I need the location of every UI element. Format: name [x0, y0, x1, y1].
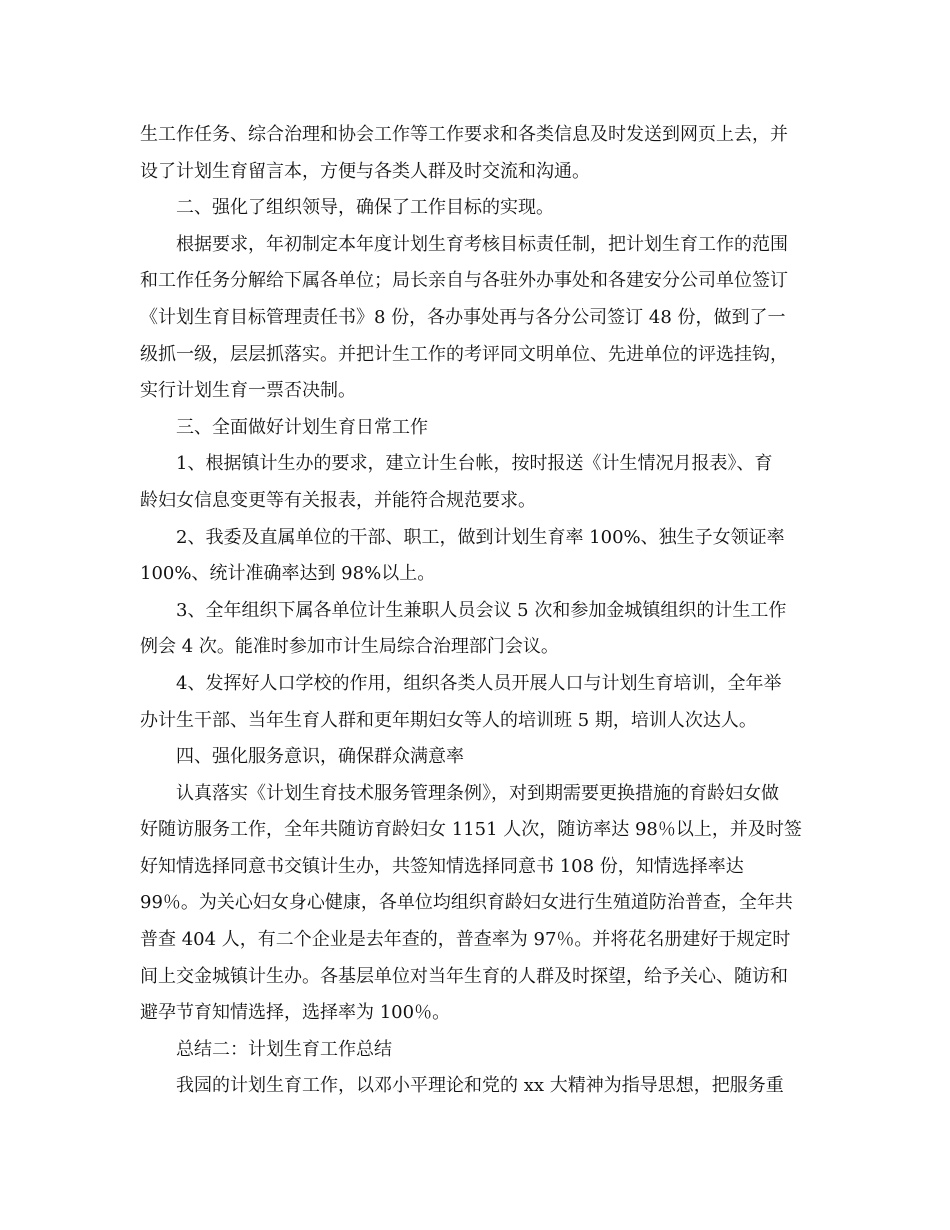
text-line: 例会 4 次。能准时参加市计生局综合治理部门会议。	[140, 636, 559, 658]
text-line: 生工作任务、综合治理和协会工作等工作要求和各类信息及时发送到网页上去，并	[140, 124, 788, 145]
text-line: 1、根据镇计生办的要求，建立计生台帐，按时报送《计生情况月报表》、育	[176, 453, 773, 475]
text-line: 级抓一级，层层抓落实。并把计生工作的考评同文明单位、先进单位的评选挂钩，	[140, 343, 788, 365]
text-line: 100%、统计准确率达到 98%以上。	[140, 563, 436, 585]
text-line: 实行计划生育一票否决制。	[140, 380, 356, 402]
text-line: 2、我委及直属单位的干部、职工，做到计划生育率 100%、独生子女领证率	[176, 526, 785, 548]
text-line: 好知情选择同意书交镇计生办，共签知情选择同意书 108 份，知情选择率达	[140, 855, 744, 877]
text-line: 根据要求，年初制定本年度计划生育考核目标责任制，把计划生育工作的范围	[176, 233, 788, 255]
text-line: 和工作任务分解给下属各单位；局长亲自与各驻外办事处和各建安分公司单位签订	[140, 270, 788, 292]
section-heading: 总结二：计划生育工作总结	[176, 1038, 392, 1060]
section-heading: 四、强化服务意识，确保群众满意率	[176, 746, 464, 768]
text-line: 《计划生育目标管理责任书》8 份，各办事处再与各分公司签订 48 份，做到了一	[140, 306, 786, 328]
text-line: 认真落实《计划生育技术服务管理条例》，对到期需要更换措施的育龄妇女做	[176, 782, 779, 804]
section-heading: 二、强化了组织领导，确保了工作目标的实现。	[176, 197, 554, 219]
text-line: 设了计划生育留言本，方便与各类人群及时交流和沟通。	[140, 160, 590, 182]
text-line: 避孕节育知情选择，选择率为 100％。	[140, 1002, 451, 1024]
text-line: 我园的计划生育工作，以邓小平理论和党的 xx 大精神为指导思想，把服务重	[176, 1075, 784, 1097]
document-body	[140, 117, 820, 1105]
text-line: 龄妇女信息变更等有关报表，并能符合规范要求。	[140, 489, 536, 511]
section-heading: 三、全面做好计划生育日常工作	[176, 416, 428, 438]
text-line: 99％。为关心妇女身心健康，各单位均组织育龄妇女进行生殖道防治普查，全年共	[140, 892, 793, 914]
text-line: 办计生干部、当年生育人群和更年期妇女等人的培训班 5 期，培训人次达人。	[140, 709, 757, 731]
text-line: 间上交金城镇计生办。各基层单位对当年生育的人群及时探望，给予关心、随访和	[140, 965, 788, 987]
text-line: 普查 404 人，有二个企业是去年查的，普查率为 97％。并将花名册建好于规定时	[140, 929, 791, 951]
text-line: 3、全年组织下属各单位计生兼职人员会议 5 次和参加金城镇组织的计生工作	[176, 599, 787, 621]
text-line: 好随访服务工作，全年共随访育龄妇女 1151 人次，随访率达 98％以上，并及时签	[140, 819, 802, 841]
text-line: 4、发挥好人口学校的作用，组织各类人员开展人口与计划生育培训，全年举	[176, 672, 782, 694]
